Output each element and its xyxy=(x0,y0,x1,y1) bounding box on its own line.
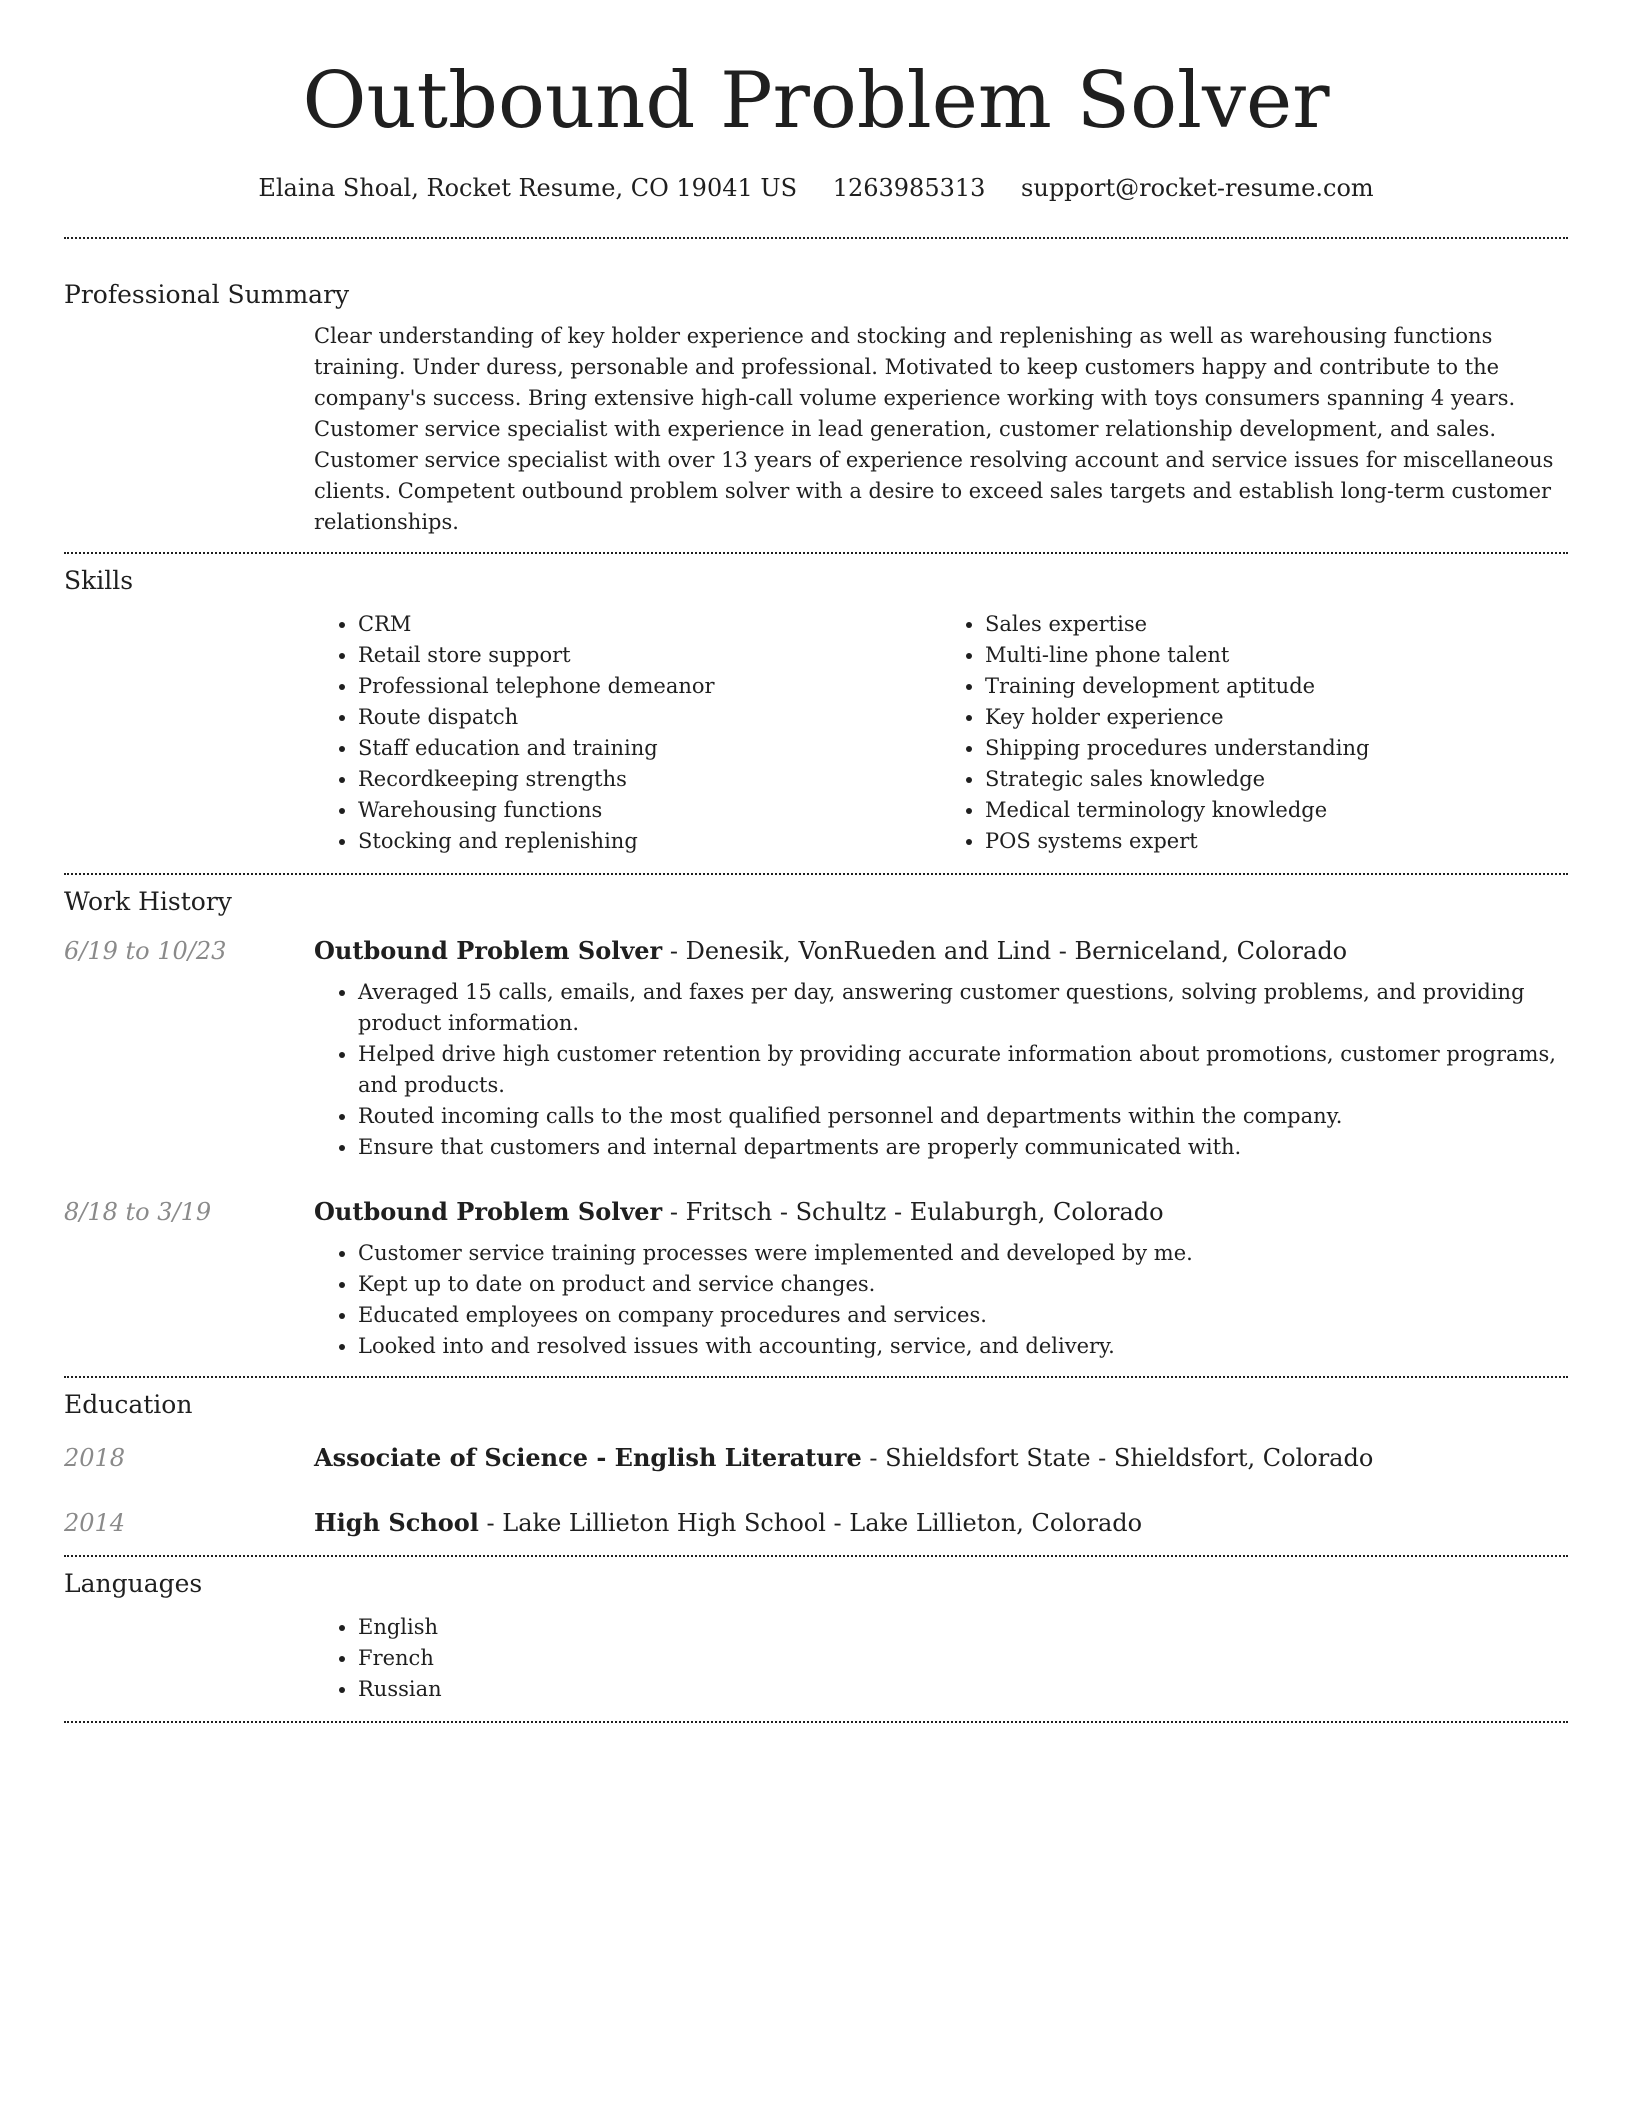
job-bullet: • Kept up to date on product and service changes. xyxy=(358,1269,1568,1300)
education-year: 2014 xyxy=(64,1509,126,1537)
language-item: • English xyxy=(358,1612,1568,1643)
job-role: Outbound Problem Solver xyxy=(314,936,663,965)
section-title-summary: Professional Summary xyxy=(64,280,350,309)
divider xyxy=(64,873,1568,875)
contact-phone: 1263985313 xyxy=(832,174,986,202)
section-title-work: Work History xyxy=(64,887,232,916)
skills-list-right xyxy=(941,609,1568,857)
summary-body xyxy=(314,321,1568,538)
job-bullet: • Customer service training processes were implemented and developed by me. xyxy=(358,1238,1568,1269)
skill-item: • Multi-line phone talent xyxy=(985,640,1568,671)
skill-item: • Strategic sales knowledge xyxy=(985,764,1568,795)
skills-grid xyxy=(314,609,1568,857)
job-bullets xyxy=(314,977,1568,1163)
divider xyxy=(64,552,1568,554)
skill-item: • Key holder experience xyxy=(985,702,1568,733)
resume-name: Outbound Problem Solver xyxy=(302,56,1330,146)
job-role: Outbound Problem Solver xyxy=(314,1197,663,1226)
education-details: - Shieldsfort State - Shieldsfort, Colorado xyxy=(861,1444,1374,1472)
job-bullets xyxy=(314,1238,1568,1362)
education-title xyxy=(314,1443,1373,1472)
divider xyxy=(64,237,1568,239)
skill-item: • Route dispatch xyxy=(358,702,941,733)
divider xyxy=(64,1555,1568,1557)
skill-item: • Stocking and replenishing xyxy=(358,826,941,857)
job-dates: 8/18 to 3/19 xyxy=(64,1198,212,1226)
skill-item: • Warehousing functions xyxy=(358,795,941,826)
skill-item: • CRM xyxy=(358,609,941,640)
contact-line xyxy=(64,174,1568,202)
language-item: • Russian xyxy=(358,1674,1568,1705)
job-entry xyxy=(64,936,1568,1163)
job-header xyxy=(64,1197,1568,1226)
divider xyxy=(64,1721,1568,1723)
summary-text: Clear understanding of key holder experience and stocking and replenishing as well as warehousing functions training. Under duress, personable and professional. Motivated to keep customers happy and contribute to the company's success. Bring extensive high-call volume experience working with toys consumers spanning 4 years. Customer service specialist with experience in lead generation, customer relationship development, and sales. Customer service specialist with over 13 years of experience resolving account and service issues for miscellaneous clients. Competent outbound problem solver with a desire to exceed sales targets and establish long-term customer relationships. xyxy=(314,324,1554,534)
education-degree: Associate of Science - English Literature xyxy=(314,1443,862,1472)
language-item: • French xyxy=(358,1643,1568,1674)
job-bullet: • Averaged 15 calls, emails, and faxes per day, answering customer questions, solving problems, and providing product information. xyxy=(358,977,1568,1039)
job-bullet: • Looked into and resolved issues with accounting, service, and delivery. xyxy=(358,1331,1568,1362)
languages-body xyxy=(314,1612,1568,1705)
job-bullet: • Routed incoming calls to the most qualified personnel and departments within the company. xyxy=(358,1101,1568,1132)
job-bullet: • Ensure that customers and internal departments are properly communicated with. xyxy=(358,1132,1568,1163)
job-entry xyxy=(64,1197,1568,1362)
education-entry xyxy=(64,1443,1568,1472)
languages-list xyxy=(314,1612,1568,1705)
contact-email: support@rocket-resume.com xyxy=(1021,174,1374,202)
job-bullet: • Helped drive high customer retention by providing accurate information about promotions, customer programs, and products. xyxy=(358,1039,1568,1101)
section-title-languages: Languages xyxy=(64,1569,203,1598)
contact-address: Elaina Shoal, Rocket Resume, CO 19041 US xyxy=(258,174,798,202)
job-title xyxy=(314,936,1347,965)
section-title-skills: Skills xyxy=(64,566,134,595)
education-details: - Lake Lillieton High School - Lake Lillieton, Colorado xyxy=(478,1509,1143,1537)
job-bullet: • Educated employees on company procedures and services. xyxy=(358,1300,1568,1331)
education-entry xyxy=(64,1508,1568,1537)
job-details: - Fritsch - Schultz - Eulaburgh, Colorado xyxy=(662,1198,1164,1226)
skill-item: • Training development aptitude xyxy=(985,671,1568,702)
skill-item: • Medical terminology knowledge xyxy=(985,795,1568,826)
job-details: - Denesik, VonRueden and Lind - Berniceland, Colorado xyxy=(662,937,1348,965)
skills-list-left xyxy=(314,609,941,857)
job-title xyxy=(314,1197,1164,1226)
skill-item: • POS systems expert xyxy=(985,826,1568,857)
job-header xyxy=(64,936,1568,965)
education-degree: High School xyxy=(314,1508,479,1537)
skill-item: • Professional telephone demeanor xyxy=(358,671,941,702)
skill-item: • Retail store support xyxy=(358,640,941,671)
divider xyxy=(64,1376,1568,1378)
skill-item: • Shipping procedures understanding xyxy=(985,733,1568,764)
skill-item: • Staff education and training xyxy=(358,733,941,764)
education-year: 2018 xyxy=(64,1444,126,1472)
skill-item: • Sales expertise xyxy=(985,609,1568,640)
job-dates: 6/19 to 10/23 xyxy=(64,937,227,965)
education-title xyxy=(314,1508,1142,1537)
section-title-education: Education xyxy=(64,1390,193,1419)
skill-item: • Recordkeeping strengths xyxy=(358,764,941,795)
